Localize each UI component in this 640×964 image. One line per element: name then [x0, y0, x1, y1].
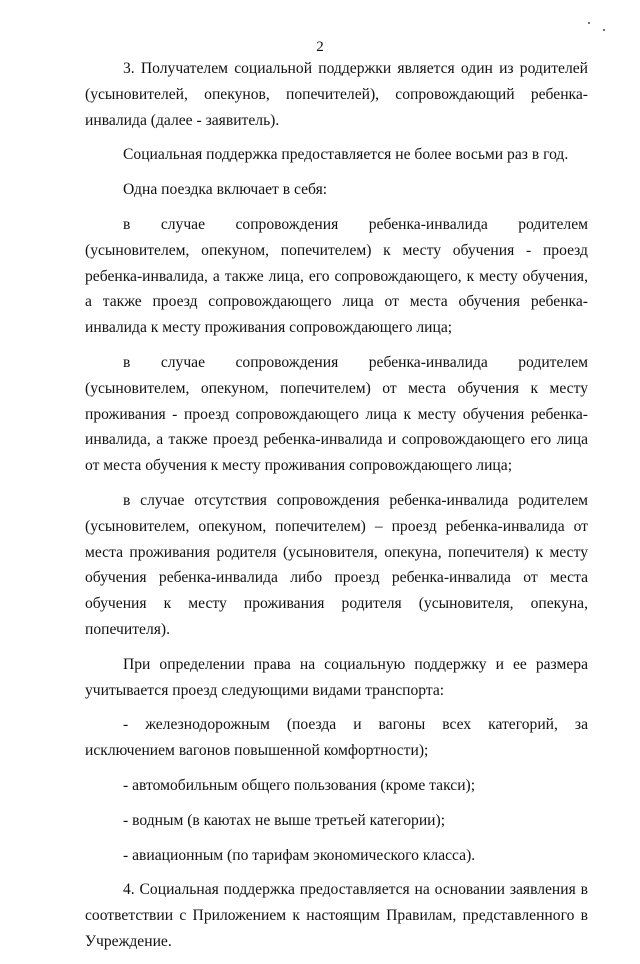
paragraph-case-to-school: в случае сопровождения ребенка-инвалида родителем (усыновителем, опекуном, попечителем) к месту обучения - проезд ребенка-инвалида, а также лица, его сопровождающего, к месту обучения, а также проезд сопровождающего лица от места обучения ребенка-инвалида к месту проживания сопровождающего лица;: [85, 215, 588, 337]
scan-speck: [588, 22, 590, 24]
scan-speck: [603, 29, 605, 31]
list-item-water: - водным (в каютах не выше третьей категории);: [123, 811, 446, 829]
list-item-road: - автомобильным общего пользования (кроме такси);: [123, 776, 476, 794]
paragraph-trip-includes: Одна поездка включает в себя:: [123, 181, 328, 199]
paragraph-frequency: Социальная поддержка предоставляется не более восьми раз в год.: [123, 146, 569, 164]
list-item-air: - авиационным (по тарифам экономического класса).: [123, 846, 476, 864]
paragraph-case-unaccompanied: в случае отсутствия сопровождения ребенка-инвалида родителем (усыновителем, опекуном, попечителем) – проезд ребенка-инвалида от места проживания родителя (усыновителя, опекуна, попечителя) к месту обучения ребенка-инвалида либо проезд ребенка-инвалида от места обучения к месту проживания родителя (усыновителя, опекуна, попечителя).: [85, 491, 588, 638]
page-number: 2: [316, 39, 324, 55]
paragraph-recipient: 3. Получателем социальной поддержки является один из родителей (усыновителей, опекунов, попечителей), сопровождающий ребенка-инвалида (далее - заявитель).: [85, 60, 588, 129]
list-item-rail: - железнодорожным (поезда и вагоны всех категорий, за исключением вагонов повышенной комфортности);: [85, 716, 588, 760]
document-body: [85, 56, 588, 964]
paragraph-application: 4. Социальная поддержка предоставляется на основании заявления в соответствии с Приложением к настоящим Правилам, представленного в Учреждение.: [85, 881, 588, 950]
paragraph-transport-intro: При определении права на социальную поддержку и ее размера учитывается проезд следующими видами транспорта:: [85, 655, 588, 699]
paragraph-case-from-school: в случае сопровождения ребенка-инвалида родителем (усыновителем, опекуном, попечителем) от места обучения к месту проживания - проезд сопровождающего лица к месту обучения ребенка-инвалида, а также проезд ребенка-инвалида и сопровождающего его лица от места обучения к месту проживания сопровождающего лица;: [85, 353, 588, 475]
